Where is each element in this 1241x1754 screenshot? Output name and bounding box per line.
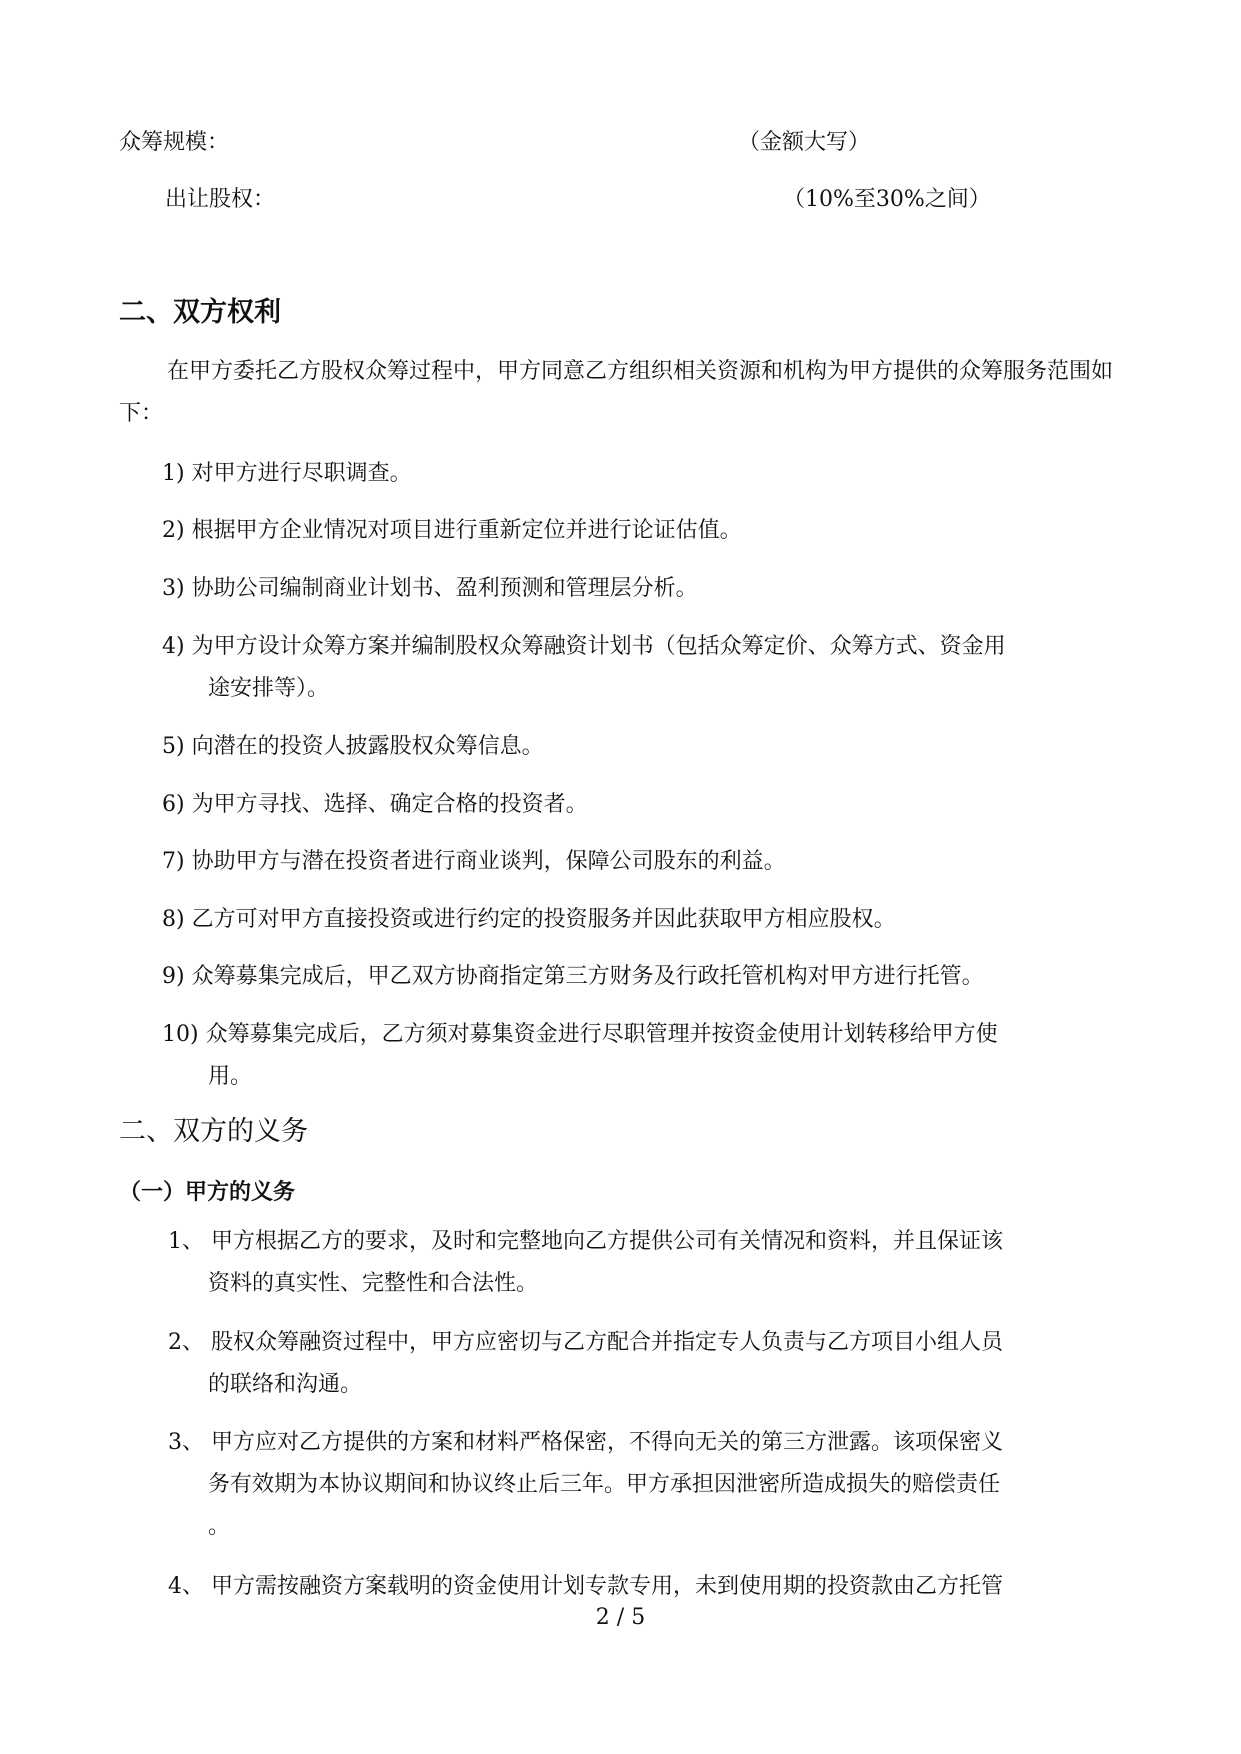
rights-item-text: 根据甲方企业情况对项目进行重新定位并进行论证估值。 (191, 518, 742, 543)
rights-item-text: 为甲方寻找、选择、确定合格的投资者。 (191, 792, 588, 817)
duties-item-num: 3、 (168, 1430, 204, 1455)
rights-item-num: 6) (162, 792, 185, 817)
duties-item-1 (168, 1221, 1128, 1305)
rights-item-num: 10) (162, 1022, 199, 1047)
duties-item-text: 甲方需按融资方案载明的资金使用计划专款专用，未到使用期的投资款由乙方托管 (211, 1574, 1004, 1599)
rights-item-continuation: 用。 (208, 1064, 253, 1089)
rights-item-8 (162, 899, 1122, 941)
rights-item-6 (162, 784, 1122, 826)
duties-item-num: 4、 (168, 1574, 204, 1599)
duties-item-continuation: 资料的真实性、完整性和合法性。 (208, 1271, 539, 1296)
duties-item-text: 股权众筹融资过程中，甲方应密切与乙方配合并指定专人负责与乙方项目小组人员 (211, 1330, 1004, 1355)
rights-item-text: 协助甲方与潜在投资者进行商业谈判，保障公司股东的利益。 (191, 849, 786, 874)
rights-item-10 (162, 1014, 1122, 1098)
section-rights-intro-text: 在甲方委托乙方股权众筹过程中，甲方同意乙方组织相关资源和机构为甲方提供的众筹服务范围如下： (119, 359, 1114, 426)
section-duties-subtitle: （一）甲方的义务 (119, 1180, 296, 1205)
rights-item-text: 众筹募集完成后，乙方须对募集资金进行尽职管理并按资金使用计划转移给甲方使 (205, 1022, 998, 1047)
rights-item-text: 为甲方设计众筹方案并编制股权众筹融资计划书（包括众筹定价、众筹方式、资金用 (191, 634, 1006, 659)
duties-item-num: 2、 (168, 1330, 204, 1355)
rights-item-text: 对甲方进行尽职调查。 (191, 461, 412, 486)
rights-item-num: 2) (162, 518, 185, 543)
rights-item-4 (162, 626, 1122, 710)
crowdfunding-scale-label: 众筹规模： (119, 130, 230, 155)
rights-item-3 (162, 568, 1122, 610)
duties-item-continuation: 务有效期为本协议期间和协议终止后三年。甲方承担因泄密所造成损失的赔偿责任 (208, 1472, 1001, 1497)
rights-item-num: 3) (162, 576, 185, 601)
rights-item-2 (162, 510, 1122, 552)
rights-item-5 (162, 726, 1122, 768)
duties-item-3 (168, 1422, 1128, 1548)
rights-item-text: 众筹募集完成后，甲乙双方协商指定第三方财务及行政托管机构对甲方进行托管。 (191, 964, 984, 989)
rights-item-text: 向潜在的投资人披露股权众筹信息。 (191, 734, 544, 759)
rights-item-num: 9) (162, 964, 185, 989)
section-rights-intro (119, 351, 1119, 435)
duties-item-continuation-2: 。 (208, 1514, 231, 1539)
rights-item-num: 8) (162, 907, 185, 932)
duties-item-2 (168, 1322, 1128, 1406)
rights-item-num: 7) (162, 849, 185, 874)
rights-item-num: 4) (162, 634, 185, 659)
equity-transfer-label: 出让股权： (165, 187, 276, 212)
duties-item-continuation: 的联络和沟通。 (208, 1372, 363, 1397)
rights-item-1 (162, 453, 1122, 495)
duties-item-text: 甲方根据乙方的要求，及时和完整地向乙方提供公司有关情况和资料，并且保证该 (211, 1229, 1004, 1254)
section-duties-title: 二、双方的义务 (119, 1116, 308, 1147)
rights-item-num: 5) (162, 734, 185, 759)
rights-item-7 (162, 841, 1122, 883)
rights-item-9 (162, 956, 1122, 998)
duties-item-text: 甲方应对乙方提供的方案和材料严格保密，不得向无关的第三方泄露。该项保密义 (211, 1430, 1004, 1455)
rights-item-num: 1) (162, 461, 185, 486)
section-rights-title: 二、双方权利 (119, 297, 281, 328)
rights-item-text: 乙方可对甲方直接投资或进行约定的投资服务并因此获取甲方相应股权。 (191, 907, 896, 932)
rights-item-text: 协助公司编制商业计划书、盈利预测和管理层分析。 (191, 576, 698, 601)
page-number: 2 / 5 (595, 1605, 646, 1630)
crowdfunding-scale-hint: （金额大写） (738, 130, 871, 155)
duties-item-num: 1、 (168, 1229, 204, 1254)
duties-item-4 (168, 1566, 1128, 1608)
rights-item-continuation: 途安排等）。 (208, 676, 330, 701)
equity-transfer-hint: （10%至30%之间） (783, 187, 991, 212)
